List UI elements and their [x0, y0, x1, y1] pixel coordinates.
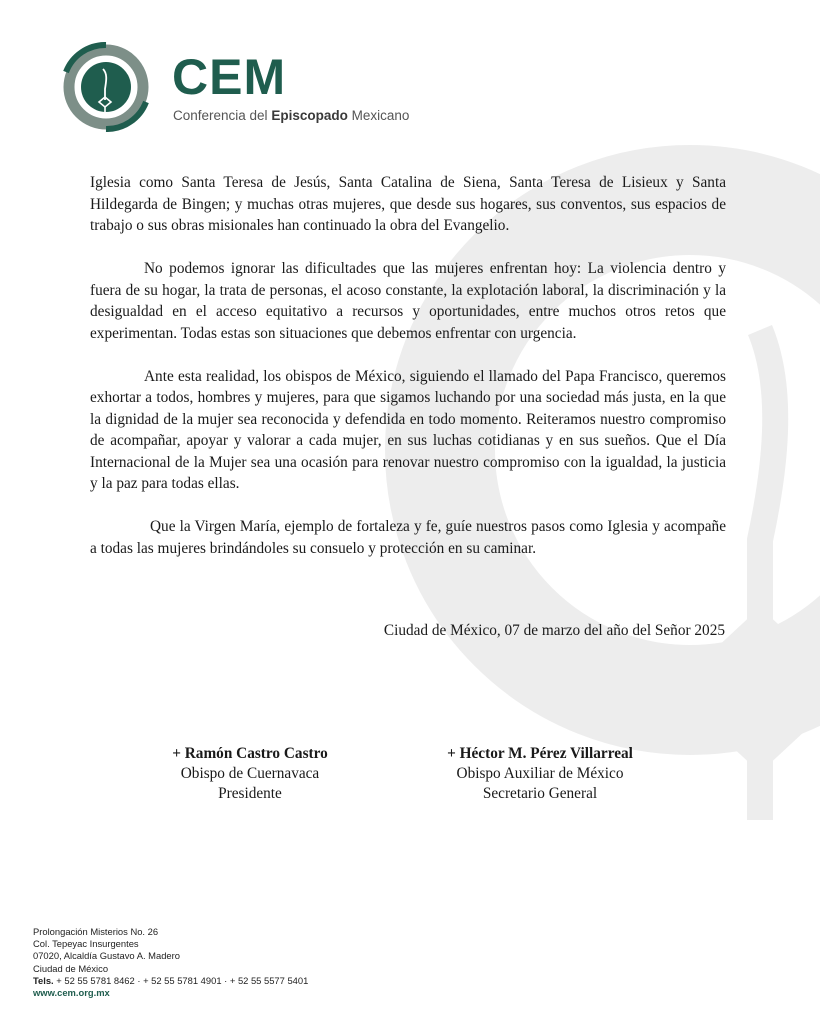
footer-address-line: Col. Tepeyac Insurgentes — [33, 938, 139, 950]
signatory-title: Obispo de Cuernavaca — [180, 765, 320, 782]
cem-logo — [56, 42, 456, 132]
logo-acronym: CEM — [172, 49, 287, 105]
signatory-role: Secretario General — [482, 785, 598, 802]
signature-block-secretary — [425, 744, 655, 804]
signatory-name: + Héctor M. Pérez Villarreal — [447, 745, 633, 762]
footer-address-line: Ciudad de México — [33, 962, 109, 974]
signature-block-president — [140, 744, 360, 804]
signatory-role: Presidente — [218, 785, 282, 802]
body-paragraph: No podemos ignorar las dificultades que las mujeres enfrentan hoy: La violencia dentro y fuera de su hogar, la trata de personas, el acoso constante, la explotación laboral, la discriminación y la desigualdad en el acceso equitativo a recursos y oportunidades, entre muchos otros retos que experimentan. Todas estas son situaciones que debemos enfrentar con urgencia. — [90, 260, 726, 342]
footer-contact — [33, 926, 308, 999]
cem-emblem-icon — [56, 42, 160, 132]
logo-subtitle-pre: Conferencia del — [173, 108, 272, 123]
body-paragraph: Ante esta realidad, los obispos de México, siguiendo el llamado del Papa Francisco, queremos exhortar a todos, hombres y mujeres, para que sigamos luchando por una sociedad más justa, en la que la dignidad de la mujer sea reconocida y defendida en todo momento. Reiteramos nuestro compromiso de acompañar, apoyar y valorar a cada mujer, en sus luchas cotidianas y en sus sueños. Que el Día Internacional de la Mujer sea una ocasión para renovar nuestro compromiso con la igualdad, la justicia y la paz para todas ellas. — [90, 367, 726, 492]
footer-tels-label: Tels. — [33, 974, 54, 986]
footer-website-link[interactable]: www.cem.org.mx — [33, 987, 110, 999]
body-paragraph: Que la Virgen María, ejemplo de fortaleza y fe, guíe nuestros pasos como Iglesia y acompañe a todas las mujeres brindándoles su consuelo y protección en su caminar. — [90, 518, 726, 557]
footer-phones — [33, 975, 308, 987]
footer-address-line: Prolongación Misterios No. 26 — [33, 926, 159, 937]
logo-subtitle-post: Mexicano — [347, 108, 410, 123]
signatory-title: Obispo Auxiliar de México — [456, 765, 624, 782]
footer-tels: + 52 55 5781 8462 · + 52 55 5781 4901 · + 52 55 5577 5401 — [53, 974, 309, 986]
logo-subtitle-bold: Episcopado — [271, 108, 348, 123]
logo-subtitle — [173, 108, 409, 123]
footer-address-line: 07020, Alcaldía Gustavo A. Madero — [33, 950, 180, 962]
body-paragraph: Iglesia como Santa Teresa de Jesús, Santa Catalina de Siena, Santa Teresa de Lisieux y Santa Hildegarda de Bingen; y muchas otras mujeres, que desde sus hogares, sus conventos, sus espacios de trabajo o sus obras misionales han continuado la obra del Evangelio. — [90, 174, 726, 234]
letter-body — [90, 172, 726, 581]
place-date: Ciudad de México, 07 de marzo del año del Señor 2025 — [383, 622, 725, 639]
signatory-name: + Ramón Castro Castro — [172, 745, 328, 762]
